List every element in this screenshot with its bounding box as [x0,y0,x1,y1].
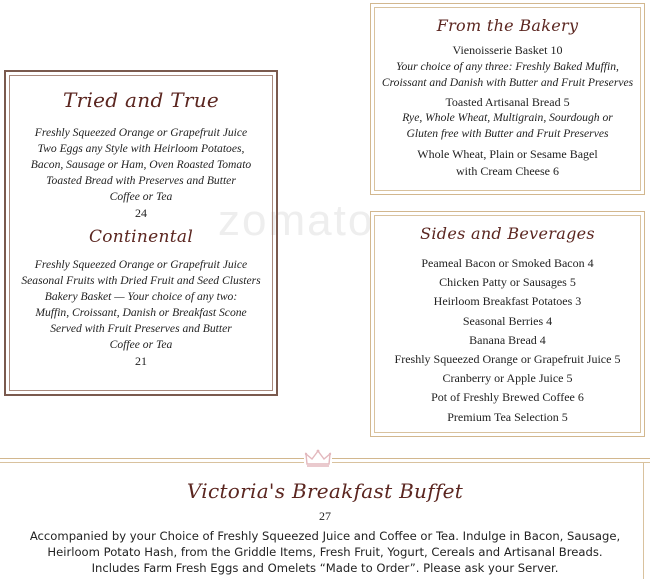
tried-line-3: Bacon, Sausage or Ham, Oven Roasted Tomato [30,158,252,171]
buffet-line-3: Includes Farm Fresh Eggs and Omelets “Made to Order”. Please ask your Server. [91,561,559,575]
buffet-price: 27 [319,509,331,523]
sides-item: Premium Tea Selection 5 [447,409,568,424]
sides-item: Pot of Freshly Brewed Coffee 6 [431,390,584,405]
bakery-item-bagel-2: with Cream Cheese 6 [456,163,559,178]
continental-line-5: Served with Fruit Preserves and Butter [50,322,232,335]
buffet-section [0,458,650,579]
continental-price: 21 [135,354,147,368]
crown-icon [304,448,332,468]
zomato-watermark: zomato [218,196,375,245]
sides-item: Cranberry or Apple Juice 5 [442,371,573,386]
bakery-item-vienoisserie-desc-1: Your choice of any three: Freshly Baked Muffin, [396,59,619,73]
continental-line-4: Muffin, Croissant, Danish or Breakfast Scone [35,306,247,319]
tried-line-4: Toasted Bread with Preserves and Butter [46,174,236,187]
buffet-line-1: Accompanied by your Choice of Freshly Squeezed Juice and Coffee or Tea. Indulge in Bacon, Sausage, [29,529,621,543]
sides-item: Seasonal Berries 4 [462,313,553,328]
bakery-item-bagel-1: Whole Wheat, Plain or Sesame Bagel [417,147,598,161]
sides-item: Peameal Bacon or Smoked Bacon 4 [421,256,594,270]
continental-line-6: Coffee or Tea [109,338,173,351]
sides-item: Chicken Patty or Sausages 5 [439,275,576,290]
tried-line-2: Two Eggs any Style with Heirloom Potatoes, [37,142,245,155]
continental-line-2: Seasonal Fruits with Dried Fruit and Seed Clusters [21,274,261,287]
tried-price: 24 [135,206,147,220]
continental-line-1: Freshly Squeezed Orange or Grapefruit Juice [34,258,248,271]
bakery-item-toast: Toasted Artisanal Bread 5 [445,94,570,109]
buffet-title: Victoria's Breakfast Buffet [186,479,464,503]
sides-item: Banana Bread 4 [469,332,546,347]
sides-title: Sides and Beverages [420,224,595,243]
continental-title: Continental [88,227,194,247]
tried-and-true-box [4,70,278,396]
bakery-title: From the Bakery [436,16,579,35]
tried-and-true-title: Tried and True [62,88,220,112]
sides-box [370,211,645,437]
bakery-item-vienoisserie-desc-2: Croissant and Danish with Butter and Fruit Preserves [381,75,634,89]
continental-line-3: Bakery Basket — Your choice of any two: [44,290,238,303]
bakery-item-vienoisserie: Vienoisserie Basket 10 [452,43,563,57]
sides-item: Heirloom Breakfast Potatoes 3 [433,294,582,309]
buffet-line-2: Heirloom Potato Hash, from the Griddle Items, Fresh Fruit, Yogurt, Cereals and Artisanal Breads. [47,545,603,559]
bakery-box [370,3,645,195]
bakery-item-toast-desc-1: Rye, Whole Wheat, Multigrain, Sourdough or [402,111,613,124]
sides-item: Freshly Squeezed Orange or Grapefruit Juice 5 [394,352,621,367]
bakery-item-toast-desc-2: Gluten free with Butter and Fruit Preserves [406,127,609,140]
tried-line-5: Coffee or Tea [109,190,173,203]
tried-line-1: Freshly Squeezed Orange or Grapefruit Juice [34,126,248,139]
